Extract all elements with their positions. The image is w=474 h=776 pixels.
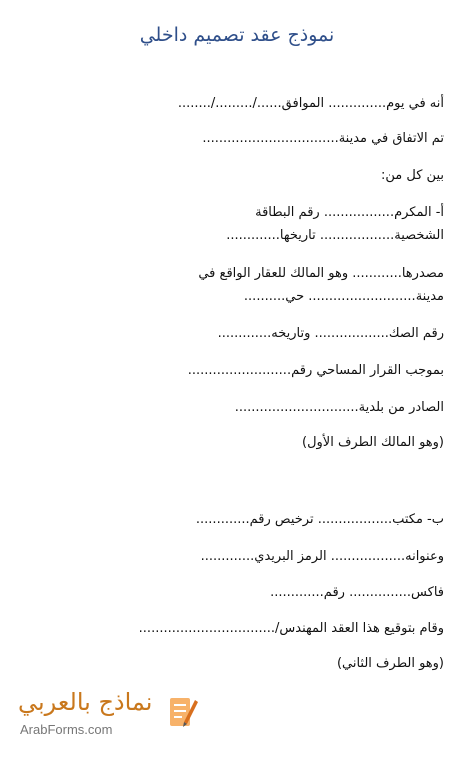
site-logo <box>18 688 198 748</box>
line-party-a-name: أ- المكرم................. رقم البطاقة <box>255 205 444 220</box>
line-city: تم الاتفاق في مدينة................................. <box>202 131 444 146</box>
line-engineer: وقام بتوقيع هذا العقد المهندس/................................. <box>138 621 444 636</box>
line-party-a-label: (وهو المالك الطرف الأول) <box>302 435 444 450</box>
line-party-b-fax: فاكس............... رقم............. <box>270 585 444 600</box>
logo-english-text: ArabForms.com <box>20 722 113 737</box>
line-party-b-label: (وهو الطرف الثاني) <box>336 656 444 671</box>
line-between: بين كل من: <box>381 168 444 183</box>
line-municipality: الصادر من بلدية.............................. <box>234 400 444 415</box>
line-party-a-city: مدينة.......................... حي.......... <box>243 289 444 304</box>
line-deed: رقم الصك.................. وتاريخه............. <box>217 326 444 341</box>
line-survey: بموجب القرار المساحي رقم......................... <box>187 363 444 378</box>
line-party-b-address: وعنوانه.................. الرمز البريدي............. <box>200 549 444 564</box>
line-party-a-source: مصدرها............ وهو المالك للعقار الواقع في <box>198 266 444 281</box>
form-title: نموذج عقد تصميم داخلي <box>139 24 335 46</box>
line-date: أنه في يوم.............. الموافق....../........./........ <box>177 96 444 111</box>
logo-arabic-text: نماذج بالعربي <box>18 688 153 716</box>
pencil-document-icon <box>168 692 198 732</box>
line-party-b-office: ب- مكتب.................. ترخيص رقم............. <box>195 512 444 527</box>
line-party-a-id: الشخصية.................. تاريخها............. <box>226 228 444 243</box>
